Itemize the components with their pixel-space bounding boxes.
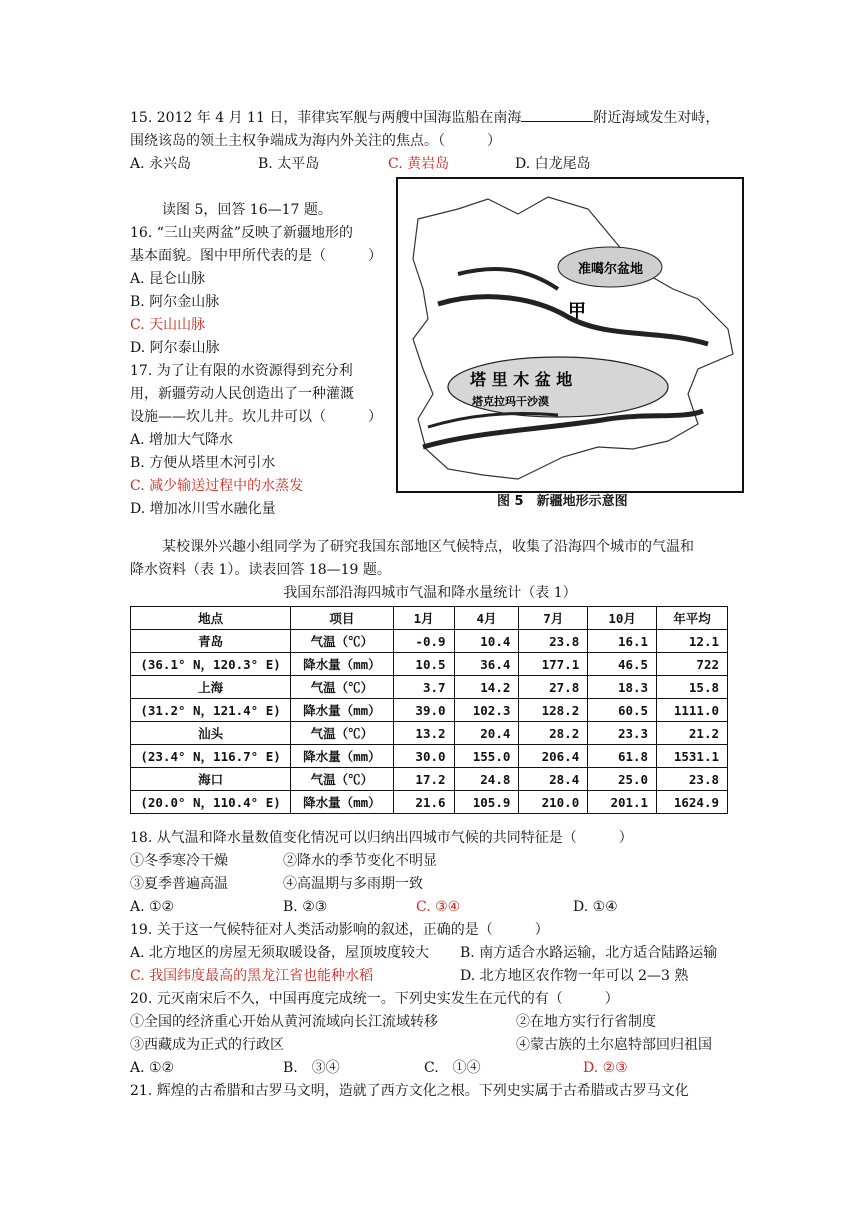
table-title: 我国东部沿海四城市气温和降水量统计（表 1） bbox=[283, 585, 577, 601]
item-label: 气温（℃） bbox=[291, 630, 394, 653]
cell: 177.1 bbox=[519, 653, 588, 676]
cell: 10.4 bbox=[454, 630, 519, 653]
header-cell: 项目 bbox=[291, 607, 394, 630]
q17-line3: 设施——坎儿井。坎儿井可以（ ） bbox=[130, 409, 382, 425]
q17-option-d: D. 增加冰川雪水融化量 bbox=[130, 501, 276, 517]
answer-blank bbox=[521, 107, 593, 122]
q15-option-a: A. 永兴岛 bbox=[130, 156, 192, 172]
q19-option-a: A. 北方地区的房屋无须取暖设备，屋顶坡度较大 bbox=[130, 945, 430, 961]
q20-option-b: B. ③④ bbox=[283, 1060, 340, 1076]
cell: 155.0 bbox=[454, 745, 519, 768]
cell: 61.8 bbox=[588, 745, 657, 768]
header-cell: 年平均 bbox=[657, 607, 728, 630]
cell: 722 bbox=[657, 653, 728, 676]
table-row bbox=[131, 630, 728, 653]
cell: 30.0 bbox=[393, 745, 454, 768]
cell: 206.4 bbox=[519, 745, 588, 768]
map-caption: 图 5 新疆地形示意图 bbox=[497, 494, 628, 509]
cell: 16.1 bbox=[588, 630, 657, 653]
cell: 27.8 bbox=[519, 676, 588, 699]
city-coord: (36.1° N，120.3° E) bbox=[131, 653, 291, 676]
header-cell: 10月 bbox=[588, 607, 657, 630]
label-taklamakan: 塔克拉玛干沙漠 bbox=[472, 395, 549, 408]
item-label: 降水量（mm） bbox=[291, 653, 394, 676]
cell: 3.7 bbox=[393, 676, 454, 699]
cell: 128.2 bbox=[519, 699, 588, 722]
q15-option-b: B. 太平岛 bbox=[258, 156, 320, 172]
item-label: 气温（℃） bbox=[291, 722, 394, 745]
q20-item-4: ④蒙古族的土尔扈特部回归祖国 bbox=[516, 1037, 712, 1053]
cell: 105.9 bbox=[454, 791, 519, 814]
header-cell: 地点 bbox=[131, 607, 291, 630]
table-row bbox=[131, 653, 728, 676]
cell: 60.5 bbox=[588, 699, 657, 722]
city-name: 上海 bbox=[131, 676, 291, 699]
q20-item-2: ②在地方实行行省制度 bbox=[516, 1014, 656, 1030]
q18-stem: 18. 从气温和降水量数值变化情况可以归纳出四城市气候的共同特征是（ ） bbox=[130, 830, 633, 846]
q18-item-1: ①冬季寒冷干燥 bbox=[130, 853, 228, 869]
q17-option-b: B. 方便从塔里木河引水 bbox=[130, 455, 276, 471]
label-junggar: 准噶尔盆地 bbox=[578, 262, 644, 277]
header-cell: 4月 bbox=[454, 607, 519, 630]
cell: 20.4 bbox=[454, 722, 519, 745]
q15-option-c: C. 黄岩岛 bbox=[388, 156, 450, 172]
cell: 28.4 bbox=[519, 768, 588, 791]
cell: 1624.9 bbox=[657, 791, 728, 814]
q16-option-a: A. 昆仑山脉 bbox=[130, 271, 206, 287]
q20-option-c: C. ①④ bbox=[424, 1060, 481, 1076]
q20-stem: 20. 元灭南宋后不久，中国再度完成统一。下列史实发生在元代的有（ ） bbox=[130, 991, 619, 1007]
q19-option-b: B. 南方适合水路运输，北方适合陆路运输 bbox=[460, 945, 718, 961]
cell: 23.3 bbox=[588, 722, 657, 745]
q16-line2: 基本面貌。图中甲所代表的是（ ） bbox=[130, 248, 382, 264]
label-jia: 甲 bbox=[568, 301, 586, 322]
q17-line1: 17. 为了让有限的水资源得到充分利 bbox=[130, 363, 353, 379]
cell: 14.2 bbox=[454, 676, 519, 699]
q20-item-3: ③西藏成为正式的行政区 bbox=[130, 1037, 284, 1053]
q18-item-4: ④高温期与多雨期一致 bbox=[283, 876, 423, 892]
item-label: 降水量（mm） bbox=[291, 791, 394, 814]
q17-option-a: A. 增加大气降水 bbox=[130, 432, 234, 448]
cell: 17.2 bbox=[393, 768, 454, 791]
label-tarim: 塔 里 木 盆 地 bbox=[470, 370, 573, 389]
intro-line1: 某校课外兴趣小组同学为了研究我国东部地区气候特点，收集了沿海四个城市的气温和 bbox=[162, 539, 694, 555]
item-label: 降水量（mm） bbox=[291, 699, 394, 722]
q19-option-c: C. 我国纬度最高的黑龙江省也能种水稻 bbox=[130, 968, 374, 984]
cell: -0.9 bbox=[393, 630, 454, 653]
q18-option-d: D. ①④ bbox=[573, 899, 618, 915]
xinjiang-terrain-map bbox=[396, 177, 744, 493]
city-name: 汕头 bbox=[131, 722, 291, 745]
header-cell: 1月 bbox=[393, 607, 454, 630]
cell: 12.1 bbox=[657, 630, 728, 653]
q18-option-c: C. ③④ bbox=[416, 899, 461, 915]
q19-stem: 19. 关于这一气候特征对人类活动影响的叙述，正确的是（ ） bbox=[130, 922, 549, 938]
table-row bbox=[131, 791, 728, 814]
table-row bbox=[131, 768, 728, 791]
city-coord: (31.2° N，121.4° E) bbox=[131, 699, 291, 722]
q15-option-d: D. 白龙尾岛 bbox=[515, 156, 591, 172]
city-name: 海口 bbox=[131, 768, 291, 791]
cell: 36.4 bbox=[454, 653, 519, 676]
q19-option-d: D. 北方地区农作物一年可以 2—3 熟 bbox=[460, 968, 689, 984]
q20-option-a: A. ①② bbox=[130, 1060, 175, 1076]
cell: 10.5 bbox=[393, 653, 454, 676]
cell: 1531.1 bbox=[657, 745, 728, 768]
cell: 13.2 bbox=[393, 722, 454, 745]
q17-line2: 用，新疆劳动人民创造出了一种灌溉 bbox=[130, 386, 354, 402]
cell: 102.3 bbox=[454, 699, 519, 722]
q15-line1: 15. 2012 年 4 月 11 日，菲律宾军舰与两艘中国海监船在南海 附近海域发生对峙， bbox=[130, 107, 719, 129]
cell: 21.6 bbox=[393, 791, 454, 814]
cell: 21.2 bbox=[657, 722, 728, 745]
q18-item-2: ②降水的季节变化不明显 bbox=[283, 853, 437, 869]
cell: 46.5 bbox=[588, 653, 657, 676]
cell: 201.1 bbox=[588, 791, 657, 814]
table-row bbox=[131, 699, 728, 722]
item-label: 降水量（mm） bbox=[291, 745, 394, 768]
cell: 39.0 bbox=[393, 699, 454, 722]
cell: 15.8 bbox=[657, 676, 728, 699]
q18-option-b: B. ②③ bbox=[283, 899, 328, 915]
altai-range bbox=[458, 269, 558, 289]
table-row bbox=[131, 722, 728, 745]
intro-line2: 降水资料（表 1）。读表回答 18—19 题。 bbox=[130, 562, 391, 578]
q16-line1: 16. “三山夹两盆”反映了新疆地形的 bbox=[130, 225, 354, 241]
q18-item-3: ③夏季普遍高温 bbox=[130, 876, 228, 892]
cell: 210.0 bbox=[519, 791, 588, 814]
q15-line2: 围绕该岛的领土主权争端成为海内外关注的焦点。（ ） bbox=[130, 133, 501, 149]
q18-option-a: A. ①② bbox=[130, 899, 175, 915]
item-label: 气温（℃） bbox=[291, 676, 394, 699]
cell: 23.8 bbox=[519, 630, 588, 653]
city-coord: (23.4° N，116.7° E) bbox=[131, 745, 291, 768]
table-header-row bbox=[131, 607, 728, 630]
cell: 24.8 bbox=[454, 768, 519, 791]
read-figure-5: 读图 5，回答 16—17 题。 bbox=[162, 202, 332, 218]
q20-option-d: D. ②③ bbox=[583, 1060, 628, 1076]
item-label: 气温（℃） bbox=[291, 768, 394, 791]
q16-option-c: C. 天山山脉 bbox=[130, 317, 206, 333]
q17-option-c: C. 减少输送过程中的水蒸发 bbox=[130, 478, 304, 494]
map-graphic bbox=[398, 179, 742, 491]
header-cell: 7月 bbox=[519, 607, 588, 630]
city-name: 青岛 bbox=[131, 630, 291, 653]
q20-item-1: ①全国的经济重心开始从黄河流域向长江流域转移 bbox=[130, 1014, 438, 1030]
q16-option-b: B. 阿尔金山脉 bbox=[130, 294, 220, 310]
city-coord: (20.0° N，110.4° E) bbox=[131, 791, 291, 814]
cell: 18.3 bbox=[588, 676, 657, 699]
q16-option-d: D. 阿尔泰山脉 bbox=[130, 340, 220, 356]
table-row bbox=[131, 745, 728, 768]
cell: 23.8 bbox=[657, 768, 728, 791]
cell: 28.2 bbox=[519, 722, 588, 745]
cell: 25.0 bbox=[588, 768, 657, 791]
climate-table bbox=[130, 606, 728, 814]
q21-stem: 21. 辉煌的古希腊和古罗马文明，造就了西方文化之根。下列史实属于古希腊或古罗马文化 bbox=[130, 1083, 689, 1099]
table-row bbox=[131, 676, 728, 699]
cell: 1111.0 bbox=[657, 699, 728, 722]
